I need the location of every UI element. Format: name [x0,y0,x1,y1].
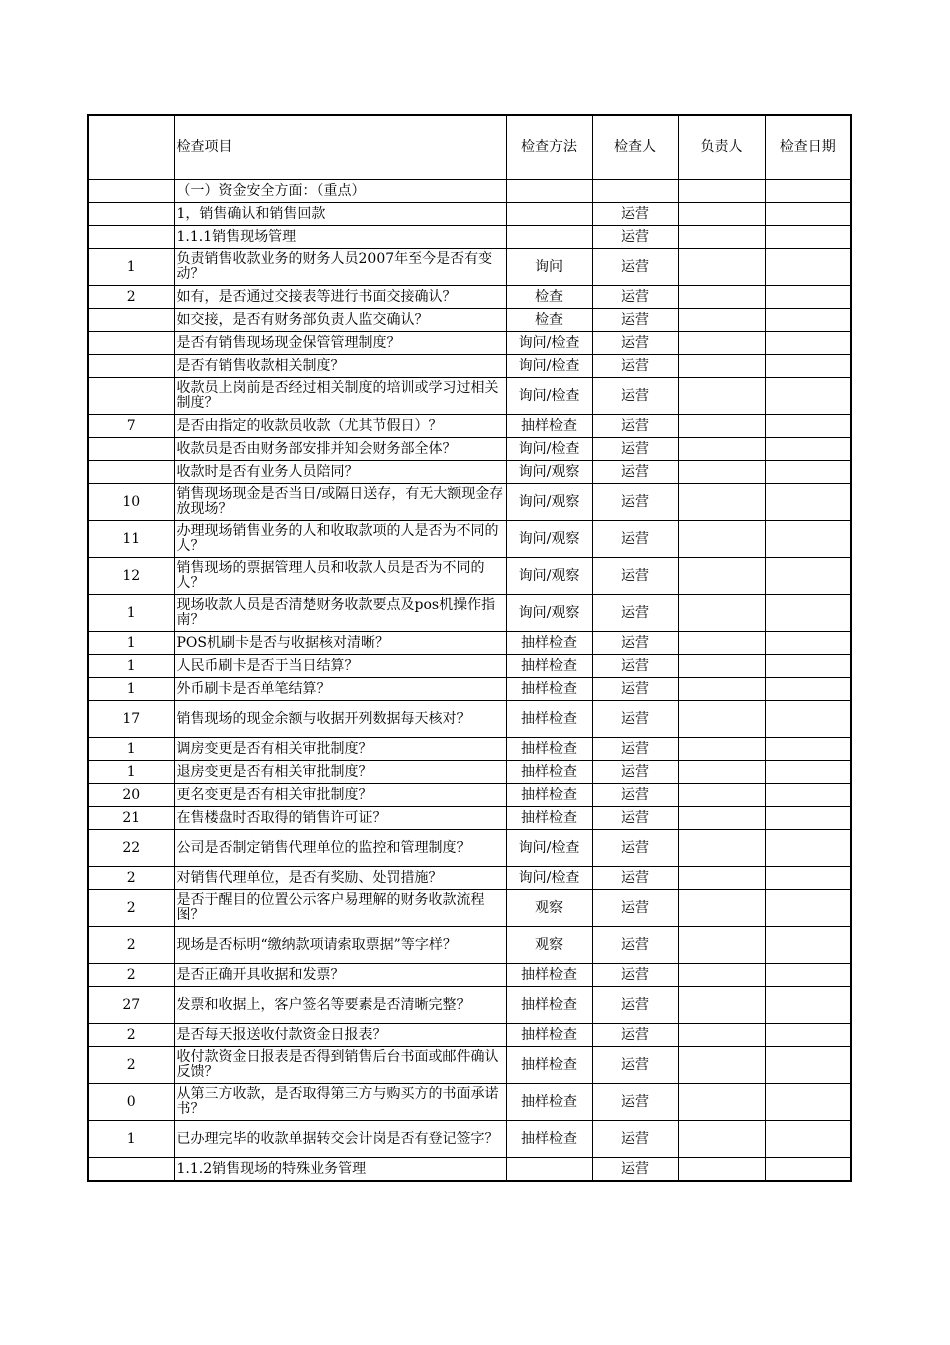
table-row [88,461,851,484]
table-row [88,632,851,655]
row-number-cell: 10 [88,484,174,521]
check-date-cell [765,987,851,1024]
owner-cell [678,655,765,678]
row-number-cell: 1 [88,249,174,286]
check-date-cell [765,461,851,484]
table-row [88,332,851,355]
check-method-cell: 询问/检查 [506,438,592,461]
checker-cell: 运营 [592,249,678,286]
owner-cell [678,1121,765,1158]
row-number-cell: 1 [88,595,174,632]
check-date-cell [765,738,851,761]
check-item-cell: 负责销售收款业务的财务人员2007年至今是否有变动？ [174,249,506,286]
checker-cell: 运营 [592,761,678,784]
owner-cell [678,180,765,203]
checker-cell: 运营 [592,521,678,558]
row-number-cell: 1 [88,655,174,678]
table-row [88,1121,851,1158]
check-method-cell: 检查 [506,286,592,309]
owner-cell [678,1024,765,1047]
row-number-cell: 22 [88,830,174,867]
row-number-cell: 2 [88,964,174,987]
row-number-cell: 2 [88,286,174,309]
check-method-cell: 抽样检查 [506,1024,592,1047]
header-no-cell [88,115,174,180]
check-item-cell: 外币刷卡是否单笔结算？ [174,678,506,701]
row-number-cell: 2 [88,1024,174,1047]
check-item-cell: 收款员上岗前是否经过相关制度的培训或学习过相关制度？ [174,378,506,415]
check-item-cell: 公司是否制定销售代理单位的监控和管理制度？ [174,830,506,867]
checker-cell: 运营 [592,203,678,226]
checker-cell: 运营 [592,309,678,332]
check-item-cell: 销售现场的票据管理人员和收款人员是否为不同的人？ [174,558,506,595]
checker-cell: 运营 [592,1158,678,1182]
check-date-cell [765,309,851,332]
table-row [88,203,851,226]
row-number-cell: 17 [88,701,174,738]
checker-cell: 运营 [592,867,678,890]
row-number-cell: 1 [88,1121,174,1158]
checker-cell: 运营 [592,558,678,595]
checker-cell: 运营 [592,1047,678,1084]
row-number-cell [88,226,174,249]
table-row [88,678,851,701]
checker-cell: 运营 [592,484,678,521]
check-method-cell: 抽样检查 [506,632,592,655]
inspection-checklist-table [87,114,852,1182]
owner-cell [678,484,765,521]
table-row [88,309,851,332]
check-item-cell: 人民币刷卡是否于当日结算？ [174,655,506,678]
row-number-cell: 1 [88,678,174,701]
check-method-cell: 抽样检查 [506,1084,592,1121]
row-number-cell: 1 [88,632,174,655]
check-date-cell [765,1024,851,1047]
owner-cell [678,558,765,595]
owner-cell [678,309,765,332]
table-row [88,927,851,964]
row-number-cell: 27 [88,987,174,1024]
check-method-cell: 询问/检查 [506,355,592,378]
owner-cell [678,987,765,1024]
check-item-cell: 1，销售确认和销售回款 [174,203,506,226]
row-number-cell: 2 [88,1047,174,1084]
check-item-cell: 是否有销售收款相关制度？ [174,355,506,378]
row-number-cell [88,309,174,332]
check-item-cell: 对销售代理单位，是否有奖励、处罚措施？ [174,867,506,890]
check-item-cell: 从第三方收款，是否取得第三方与购买方的书面承诺书？ [174,1084,506,1121]
header-item-cell: 检查项目 [174,115,506,180]
check-method-cell: 抽样检查 [506,701,592,738]
table-row [88,1024,851,1047]
check-method-cell: 询问/检查 [506,332,592,355]
table-row [88,484,851,521]
table-row [88,415,851,438]
checker-cell: 运营 [592,595,678,632]
owner-cell [678,1084,765,1121]
check-date-cell [765,1084,851,1121]
checker-cell: 运营 [592,226,678,249]
check-date-cell [765,286,851,309]
check-date-cell [765,595,851,632]
header-row [88,115,851,180]
check-method-cell: 询问/检查 [506,378,592,415]
check-method-cell: 询问/观察 [506,558,592,595]
check-date-cell [765,484,851,521]
table-row [88,655,851,678]
check-item-cell: 现场收款人员是否清楚财务收款要点及pos机操作指南？ [174,595,506,632]
check-item-cell: 销售现场的现金余额与收据开列数据每天核对？ [174,701,506,738]
table-row [88,784,851,807]
check-method-cell: 观察 [506,890,592,927]
check-item-cell: 现场是否标明“缴纳款项请索取票据”等字样？ [174,927,506,964]
checker-cell: 运营 [592,378,678,415]
checker-cell: 运营 [592,461,678,484]
row-number-cell: 2 [88,867,174,890]
checker-cell: 运营 [592,701,678,738]
table-row [88,701,851,738]
checker-cell: 运营 [592,286,678,309]
table-row [88,521,851,558]
check-item-cell: POS机刷卡是否与收据核对清晰？ [174,632,506,655]
checker-cell [592,180,678,203]
header-date-cell: 检查日期 [765,115,851,180]
check-date-cell [765,378,851,415]
table-row [88,1047,851,1084]
check-date-cell [765,890,851,927]
check-item-cell: 是否于醒目的位置公示客户易理解的财务收款流程图？ [174,890,506,927]
checker-cell: 运营 [592,1024,678,1047]
check-item-cell: 销售现场现金是否当日/或隔日送存，有无大额现金存放现场？ [174,484,506,521]
check-date-cell [765,1158,851,1182]
check-method-cell: 询问/观察 [506,521,592,558]
check-date-cell [765,927,851,964]
check-method-cell: 抽样检查 [506,1121,592,1158]
owner-cell [678,964,765,987]
header-checker-cell: 检查人 [592,115,678,180]
check-method-cell: 抽样检查 [506,738,592,761]
check-item-cell: 收款时是否有业务人员陪同？ [174,461,506,484]
check-method-cell: 抽样检查 [506,415,592,438]
checker-cell: 运营 [592,1084,678,1121]
check-item-cell: 已办理完毕的收款单据转交会计岗是否有登记签字？ [174,1121,506,1158]
owner-cell [678,203,765,226]
check-date-cell [765,332,851,355]
check-date-cell [765,438,851,461]
check-item-cell: 收付款资金日报表是否得到销售后台书面或邮件确认反馈？ [174,1047,506,1084]
owner-cell [678,332,765,355]
owner-cell [678,890,765,927]
check-date-cell [765,655,851,678]
owner-cell [678,867,765,890]
checker-cell: 运营 [592,415,678,438]
check-item-cell: 发票和收据上，客户签名等要素是否清晰完整？ [174,987,506,1024]
row-number-cell [88,438,174,461]
row-number-cell: 0 [88,1084,174,1121]
table-row [88,1084,851,1121]
check-date-cell [765,701,851,738]
check-date-cell [765,761,851,784]
owner-cell [678,461,765,484]
check-method-cell: 抽样检查 [506,987,592,1024]
row-number-cell [88,203,174,226]
checker-cell: 运营 [592,987,678,1024]
checker-cell: 运营 [592,784,678,807]
checker-cell: 运营 [592,738,678,761]
check-method-cell: 抽样检查 [506,964,592,987]
check-date-cell [765,1047,851,1084]
row-number-cell: 21 [88,807,174,830]
row-number-cell: 1 [88,738,174,761]
table-row [88,890,851,927]
table-row [88,830,851,867]
check-method-cell: 抽样检查 [506,678,592,701]
check-method-cell: 观察 [506,927,592,964]
check-method-cell: 抽样检查 [506,807,592,830]
checker-cell: 运营 [592,438,678,461]
checker-cell: 运营 [592,355,678,378]
table-row [88,249,851,286]
owner-cell [678,249,765,286]
checker-cell: 运营 [592,332,678,355]
owner-cell [678,632,765,655]
check-item-cell: （一）资金安全方面：（重点） [174,180,506,203]
header-owner-cell: 负责人 [678,115,765,180]
row-number-cell: 11 [88,521,174,558]
checker-cell: 运营 [592,632,678,655]
table-row [88,355,851,378]
row-number-cell: 12 [88,558,174,595]
row-number-cell [88,355,174,378]
checker-cell: 运营 [592,890,678,927]
check-method-cell: 检查 [506,309,592,332]
owner-cell [678,438,765,461]
table-row [88,1158,851,1182]
checker-cell: 运营 [592,927,678,964]
table-row [88,807,851,830]
check-item-cell: 是否有销售现场现金保管管理制度？ [174,332,506,355]
check-date-cell [765,1121,851,1158]
row-number-cell [88,1158,174,1182]
checker-cell: 运营 [592,1121,678,1158]
check-date-cell [765,807,851,830]
check-date-cell [765,180,851,203]
table-row [88,761,851,784]
check-date-cell [765,521,851,558]
row-number-cell: 20 [88,784,174,807]
row-number-cell [88,461,174,484]
check-method-cell: 询问/检查 [506,867,592,890]
check-date-cell [765,355,851,378]
check-date-cell [765,558,851,595]
owner-cell [678,1047,765,1084]
table-row [88,738,851,761]
owner-cell [678,738,765,761]
owner-cell [678,521,765,558]
owner-cell [678,807,765,830]
check-date-cell [765,964,851,987]
owner-cell [678,927,765,964]
check-date-cell [765,678,851,701]
check-method-cell: 询问/观察 [506,595,592,632]
check-method-cell: 询问/观察 [506,484,592,521]
check-item-cell: 收款员是否由财务部安排并知会财务部全体？ [174,438,506,461]
check-method-cell [506,226,592,249]
table-row [88,987,851,1024]
check-date-cell [765,632,851,655]
check-item-cell: 在售楼盘时否取得的销售许可证？ [174,807,506,830]
table-row [88,286,851,309]
check-method-cell [506,203,592,226]
owner-cell [678,830,765,867]
check-item-cell: 是否由指定的收款员收款（尤其节假日）？ [174,415,506,438]
table-row [88,226,851,249]
checker-cell: 运营 [592,807,678,830]
check-method-cell [506,180,592,203]
check-date-cell [765,415,851,438]
owner-cell [678,595,765,632]
header-method-cell: 检查方法 [506,115,592,180]
check-item-cell: 如有，是否通过交接表等进行书面交接确认？ [174,286,506,309]
checker-cell: 运营 [592,678,678,701]
row-number-cell: 1 [88,761,174,784]
table-row [88,964,851,987]
row-number-cell [88,378,174,415]
table-row [88,438,851,461]
table-row [88,595,851,632]
check-item-cell: 如交接，是否有财务部负责人监交确认？ [174,309,506,332]
check-method-cell [506,1158,592,1182]
check-item-cell: 是否每天报送收付款资金日报表？ [174,1024,506,1047]
table-row [88,378,851,415]
check-method-cell: 抽样检查 [506,784,592,807]
check-date-cell [765,784,851,807]
check-method-cell: 询问/检查 [506,830,592,867]
check-method-cell: 询问/观察 [506,461,592,484]
check-item-cell: 是否正确开具收据和发票？ [174,964,506,987]
check-item-cell: 1.1.1销售现场管理 [174,226,506,249]
checker-cell: 运营 [592,830,678,867]
owner-cell [678,415,765,438]
check-method-cell: 询问 [506,249,592,286]
check-item-cell: 更名变更是否有相关审批制度？ [174,784,506,807]
check-date-cell [765,203,851,226]
check-date-cell [765,867,851,890]
row-number-cell: 2 [88,927,174,964]
check-date-cell [765,226,851,249]
check-method-cell: 抽样检查 [506,655,592,678]
check-item-cell: 调房变更是否有相关审批制度？ [174,738,506,761]
check-item-cell: 退房变更是否有相关审批制度？ [174,761,506,784]
checker-cell: 运营 [592,964,678,987]
owner-cell [678,286,765,309]
check-item-cell: 1.1.2销售现场的特殊业务管理 [174,1158,506,1182]
owner-cell [678,784,765,807]
owner-cell [678,355,765,378]
owner-cell [678,226,765,249]
check-method-cell: 抽样检查 [506,761,592,784]
owner-cell [678,701,765,738]
checker-cell: 运营 [592,655,678,678]
owner-cell [678,678,765,701]
row-number-cell [88,332,174,355]
owner-cell [678,1158,765,1182]
check-method-cell: 抽样检查 [506,1047,592,1084]
row-number-cell: 2 [88,890,174,927]
table-row [88,180,851,203]
owner-cell [678,378,765,415]
row-number-cell [88,180,174,203]
check-date-cell [765,249,851,286]
owner-cell [678,761,765,784]
table-row [88,867,851,890]
row-number-cell: 7 [88,415,174,438]
check-item-cell: 办理现场销售业务的人和收取款项的人是否为不同的人？ [174,521,506,558]
check-date-cell [765,830,851,867]
table-row [88,558,851,595]
